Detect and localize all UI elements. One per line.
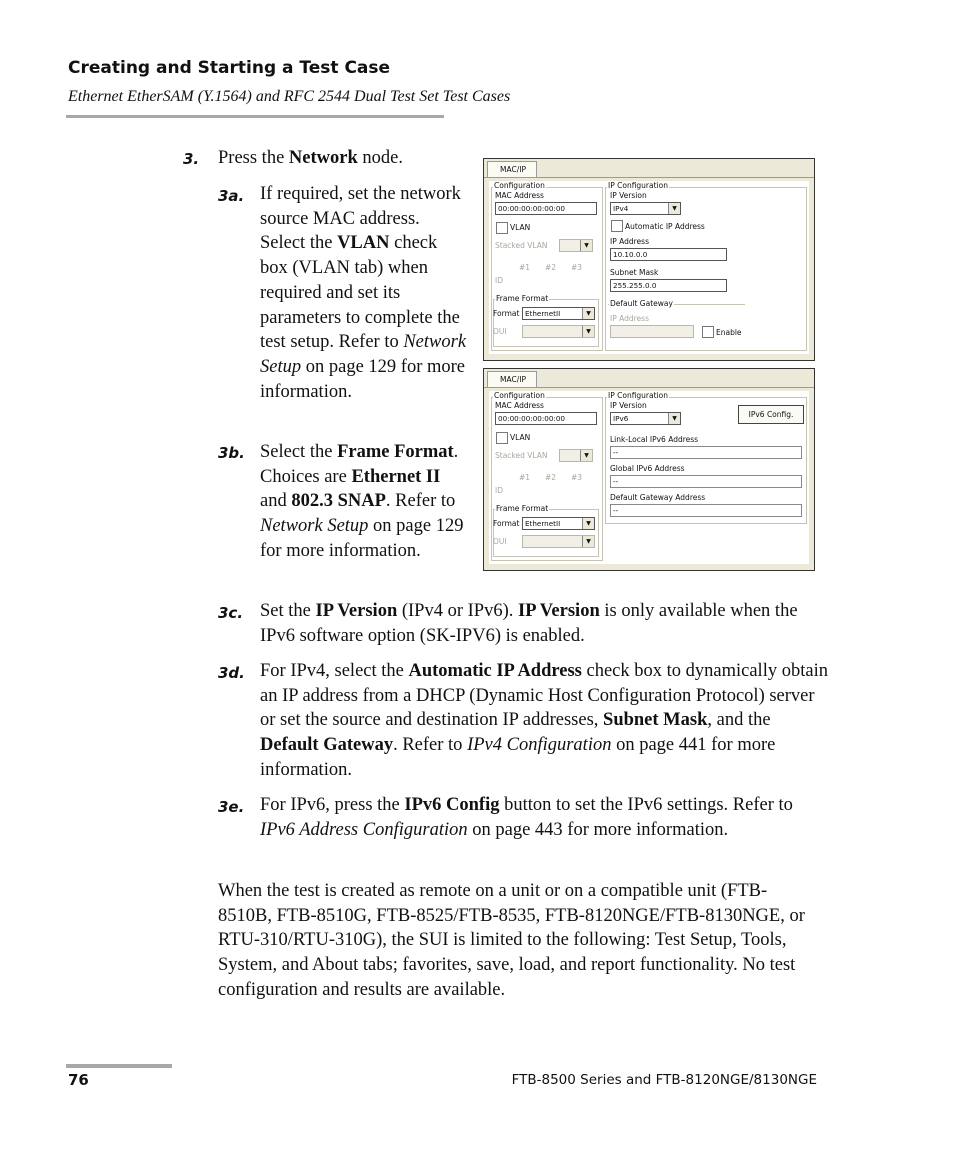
- gateway-enable-label: Enable: [716, 328, 742, 337]
- step-3a-number: 3a.: [218, 187, 245, 205]
- step-3a-text: If required, set the network source MAC address. Select the VLAN check box (VLAN tab) when required and set its parameters to complete the test setup. Refer to Network Setup on page 129 for more information.: [260, 184, 467, 402]
- page-number: 76: [68, 1071, 89, 1089]
- ip-address-field[interactable]: 10.10.0.0: [610, 248, 727, 261]
- oui-label: OUI: [493, 327, 507, 336]
- vlan-col-1: #1: [519, 473, 531, 482]
- footer-product: FTB-8500 Series and FTB-8120NGE/8130NGE: [511, 1072, 817, 1088]
- step-3c-number: 3c.: [218, 604, 244, 622]
- mac-ip-panel: [489, 181, 809, 354]
- step-3e-text: For IPv6, press the IPv6 Config button to set the IPv6 settings. Refer to IPv6 Address Configuration on page 443 for more information.: [260, 795, 793, 840]
- link-local-field[interactable]: --: [610, 446, 802, 459]
- mac-address-field[interactable]: 00:00:00:00:00:00: [495, 202, 597, 215]
- gateway-ip-label: IP Address: [610, 314, 649, 323]
- mac-address-field[interactable]: 00:00:00:00:00:00: [495, 412, 597, 425]
- tab-separator: [484, 387, 814, 388]
- step-3-number: 3.: [183, 150, 200, 168]
- step-3d-number: 3d.: [218, 664, 245, 682]
- vlan-id-label: ID: [495, 276, 503, 285]
- stacked-vlan-label: Stacked VLAN: [495, 451, 548, 460]
- vlan-col-2: #2: [545, 263, 557, 272]
- gateway-enable-checkbox[interactable]: [702, 326, 714, 338]
- stacked-vlan-dropdown[interactable]: [559, 239, 593, 252]
- step-3b-number: 3b.: [218, 444, 245, 462]
- step-3d-text: For IPv4, select the Automatic IP Address check box to dynamically obtain an IP address from a DHCP (Dynamic Host Configuration Protocol) server or set the source and destination IP addresses, Subnet Mask, and the Default Gateway. Refer to IPv4 Configuration on page 441 for more information.: [260, 661, 828, 780]
- footer-rule: [66, 1064, 172, 1068]
- ipv6-mac-ip-screenshot: [483, 368, 815, 571]
- ip-version-dropdown[interactable]: IPv4 ▼: [610, 202, 681, 215]
- ip-address-label: IP Address: [610, 237, 649, 246]
- configuration-group-label: Configuration: [494, 181, 545, 190]
- subnet-mask-field[interactable]: 255.255.0.0: [610, 279, 727, 292]
- mac-ip-panel: [489, 391, 809, 564]
- default-gateway-group-label: Default Gateway: [610, 299, 673, 308]
- vlan-col-2: #2: [545, 473, 557, 482]
- default-gateway-label: Default Gateway Address: [610, 493, 706, 502]
- format-label: Format: [493, 519, 520, 528]
- subnet-mask-label: Subnet Mask: [610, 268, 659, 277]
- stacked-vlan-label: Stacked VLAN: [495, 241, 548, 250]
- ip-version-dropdown[interactable]: IPv6 ▼: [610, 412, 681, 425]
- format-dropdown[interactable]: EthernetII ▼: [522, 517, 595, 530]
- chevron-down-icon: ▼: [668, 413, 680, 424]
- tab-mac-ip[interactable]: MAC/IP: [487, 161, 537, 178]
- section-subtitle: Ethernet EtherSAM (Y.1564) and RFC 2544 Dual Test Set Test Cases: [68, 88, 511, 105]
- frame-format-group-label: Frame Format: [496, 504, 549, 513]
- oui-dropdown[interactable]: [522, 325, 595, 338]
- vlan-col-3: #3: [571, 263, 583, 272]
- header-rule: [66, 115, 444, 118]
- oui-label: OUI: [493, 537, 507, 546]
- default-gateway-field[interactable]: --: [610, 504, 802, 517]
- step-3c-text: Set the IP Version (IPv4 or IPv6). IP Version is only available when the IPv6 software option (SK-IPV6) is enabled.: [260, 601, 798, 646]
- ip-version-label: IP Version: [610, 401, 647, 410]
- chevron-down-icon: ▼: [582, 536, 594, 547]
- ip-configuration-group-label: IP Configuration: [608, 391, 668, 400]
- format-label: Format: [493, 309, 520, 318]
- stacked-vlan-dropdown[interactable]: [559, 449, 593, 462]
- vlan-label: VLAN: [510, 223, 531, 232]
- section-title: Creating and Starting a Test Case: [68, 58, 391, 78]
- global-ipv6-label: Global IPv6 Address: [610, 464, 685, 473]
- vlan-checkbox[interactable]: [496, 432, 508, 444]
- chevron-down-icon: ▼: [582, 308, 594, 319]
- automatic-ip-label: Automatic IP Address: [625, 222, 705, 231]
- step-3b-text: Select the Frame Format. Choices are Ethernet II and 802.3 SNAP. Refer to Network Setup on page 129 for more information.: [260, 442, 464, 561]
- gateway-ip-field[interactable]: [610, 325, 694, 338]
- vlan-checkbox[interactable]: [496, 222, 508, 234]
- vlan-col-3: #3: [571, 473, 583, 482]
- chevron-down-icon: ▼: [582, 326, 594, 337]
- step-3-text: Press the Network node.: [218, 148, 403, 168]
- chevron-down-icon: ▼: [668, 203, 680, 214]
- mac-address-label: MAC Address: [495, 191, 544, 200]
- step-3e-number: 3e.: [218, 798, 245, 816]
- vlan-id-label: ID: [495, 486, 503, 495]
- configuration-group-label: Configuration: [494, 391, 545, 400]
- mac-address-label: MAC Address: [495, 401, 544, 410]
- chevron-down-icon: ▼: [580, 450, 592, 461]
- vlan-label: VLAN: [510, 433, 531, 442]
- tab-separator: [484, 177, 814, 178]
- link-local-label: Link-Local IPv6 Address: [610, 435, 699, 444]
- global-ipv6-field[interactable]: --: [610, 475, 802, 488]
- ip-version-label: IP Version: [610, 191, 647, 200]
- ip-configuration-group-label: IP Configuration: [608, 181, 668, 190]
- vlan-col-1: #1: [519, 263, 531, 272]
- format-dropdown[interactable]: EthernetII ▼: [522, 307, 595, 320]
- ipv4-mac-ip-screenshot: [483, 158, 815, 361]
- oui-dropdown[interactable]: [522, 535, 595, 548]
- frame-format-group-label: Frame Format: [496, 294, 549, 303]
- tab-mac-ip[interactable]: MAC/IP: [487, 371, 537, 388]
- chevron-down-icon: ▼: [580, 240, 592, 251]
- closing-paragraph: When the test is created as remote on a unit or on a compatible unit (FTB-8510B, FTB-8510G, FTB-8525/FTB-8535, FTB-8120NGE/FTB-8130NGE, or RTU-310/RTU-310G), the SUI is limited to the following: Test Setup, Tools, System, and About tabs; favorites, save, load, and report functionality. No test configuration and results are available.: [218, 881, 805, 1000]
- automatic-ip-checkbox[interactable]: [611, 220, 623, 232]
- chevron-down-icon: ▼: [582, 518, 594, 529]
- ipv6-config-button[interactable]: IPv6 Config.: [738, 405, 804, 424]
